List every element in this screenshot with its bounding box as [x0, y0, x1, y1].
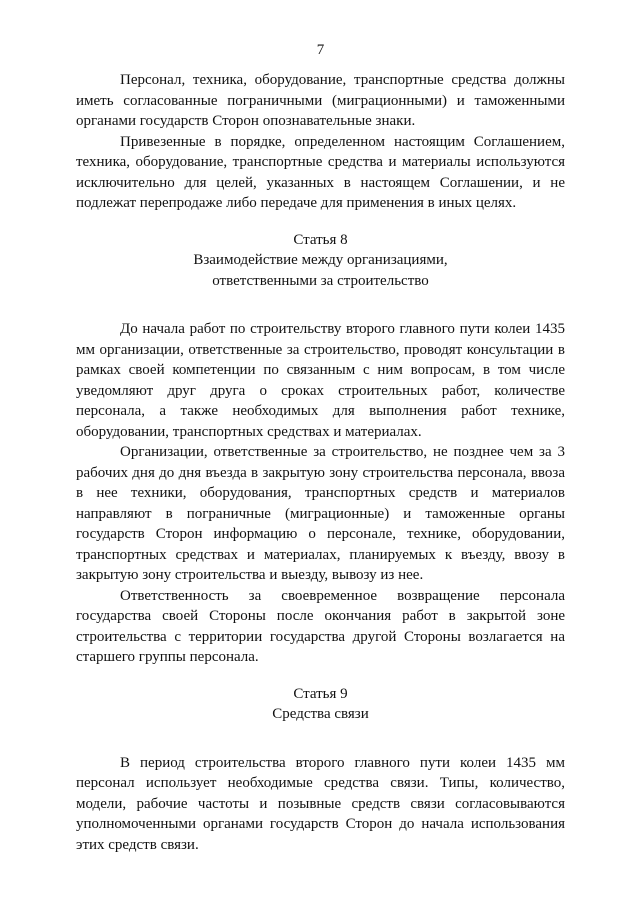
article-8-title-line-2: ответственными за строительство: [212, 272, 429, 289]
article-8-title-line-1: Взаимодействие между организациями,: [193, 252, 448, 268]
paragraph-article-8-2: Организации, ответственные за строительство, не позднее чем за 3 рабочих дня до дня въезда в закрытую зону строительства персонала, ввоза в нее техники, оборудования, транспортных средств и материалов направляют в пограничные (миграционные) и таможенные органы государств Сторон информацию о персонале, технике, оборудовании, транспортных средствах и материалах, планируемых к въезду, ввозу в закрытую зону строительства и выезду, вывозу из нее.: [76, 444, 565, 583]
paragraph-intro-1: Персонал, техника, оборудование, транспортные средства должны иметь согласованные пограничными (миграционными) и таможенными органами государств Сторон опознавательные знаки.: [76, 72, 565, 129]
paragraph-article-9-1: В период строительства второго главного пути колеи 1435 мм персонал использует необходимые средства связи. Типы, количество, модели, рабочие частоты и позывные средств связи согласовываются уполномоченными органами государств Сторон до начала использования этих средств связи.: [76, 754, 565, 853]
article-8-number: Статья 8: [293, 231, 348, 248]
paragraph-article-8-3: Ответственность за своевременное возвращение персонала государства своей Стороны после окончания работ в закрытой зоне строительства с территории государства другой Стороны возлагается на старшего группы персонала.: [76, 587, 565, 665]
article-9-heading: [76, 684, 565, 725]
paragraph-intro-2: Привезенные в порядке, определенном настоящим Соглашением, техника, оборудование, транспортные средства и материалы используются исключительно для целей, указанных в настоящем Соглашении, и не подлежат перепродаже либо передаче для применения в иных целях.: [76, 133, 565, 211]
article-8-heading: [76, 230, 565, 292]
page-number: 7: [316, 42, 325, 58]
article-9-title-line-1: Средства связи: [272, 706, 369, 722]
article-9-number: Статья 9: [293, 685, 348, 702]
paragraph-article-8-1: До начала работ по строительству второго главного пути колеи 1435 мм организации, ответственные за строительство, проводят консультации в рамках своей компетенции по связанным с ним вопросам, в том числе уведомляют друг друга о сроках строительных работ, количестве персонала, а также необходимых для выполнения работ технике, оборудовании, транспортных средствах и материалах.: [76, 321, 565, 440]
